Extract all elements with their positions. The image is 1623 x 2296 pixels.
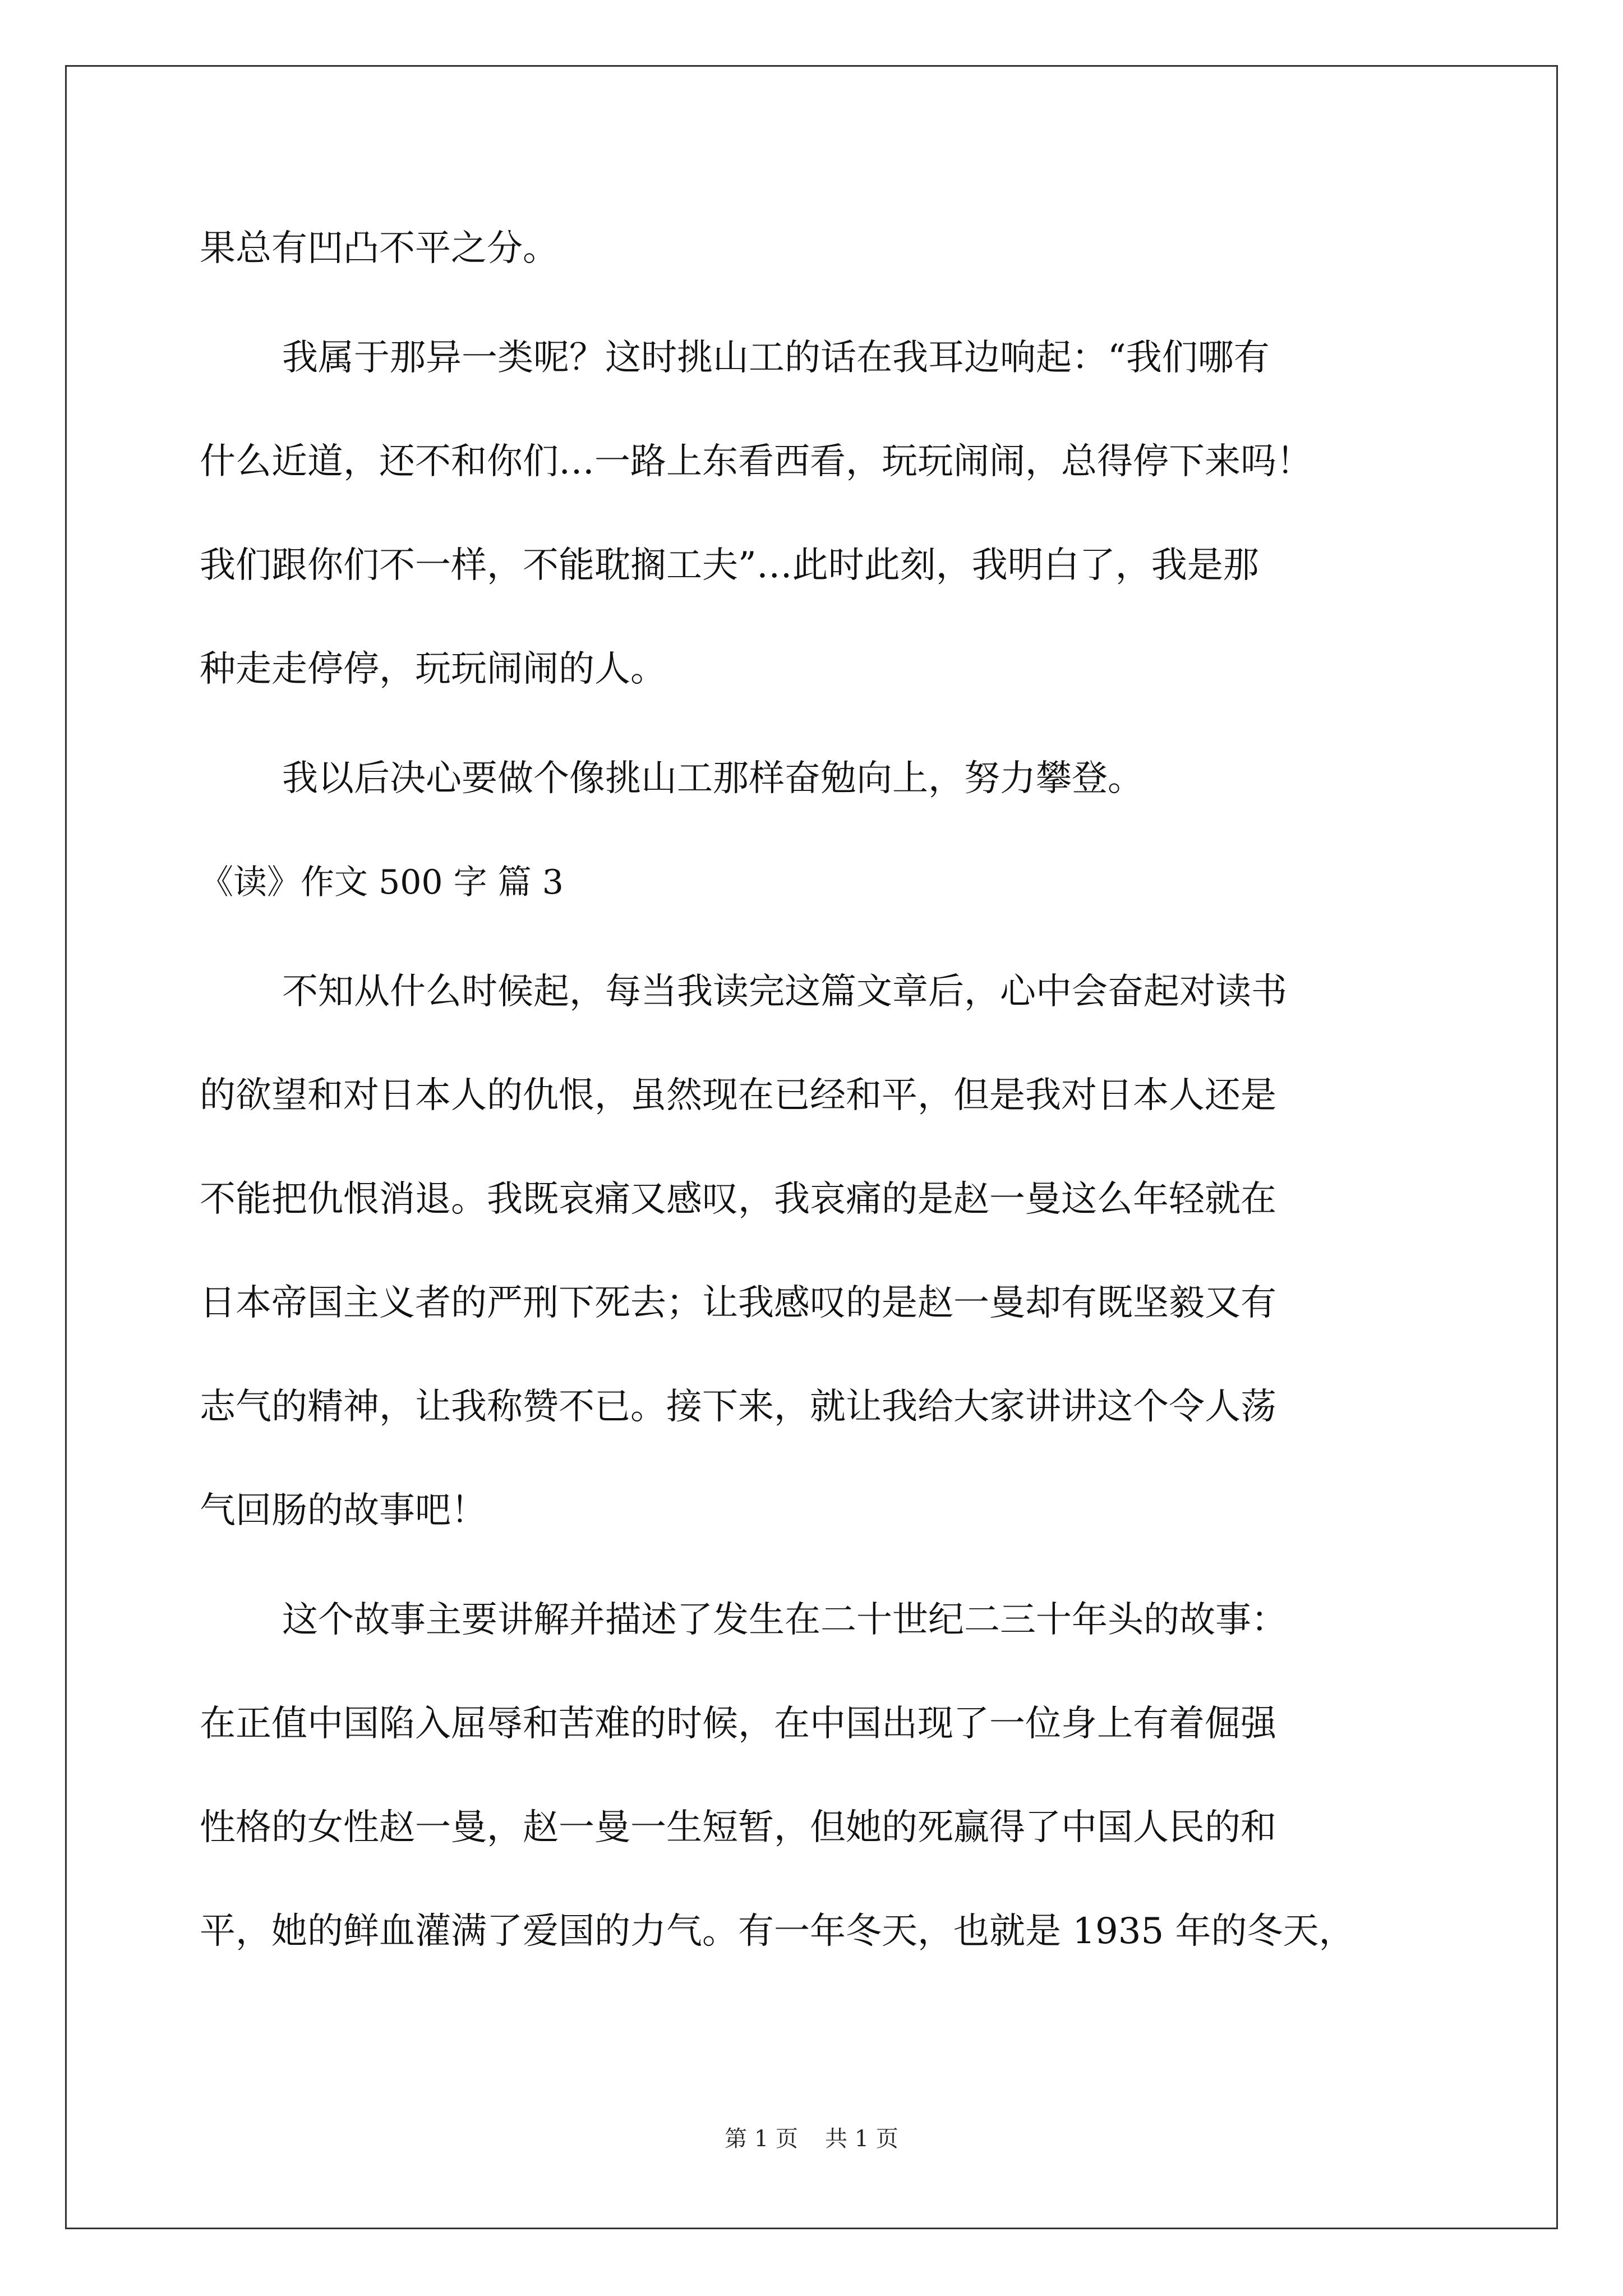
text-line-9: 的欲望和对日本人的仇恨，虽然现在已经和平，但是我对日本人还是 — [200, 1075, 1276, 1116]
text-line-10: 不能把仇恨消退。我既哀痛又感叹，我哀痛的是赵一曼这么年轻就在 — [200, 1179, 1276, 1220]
text-line-15: 在正值中国陷入屈辱和苦难的时候，在中国出现了一位身上有着倔强 — [200, 1703, 1276, 1745]
footer-page-number: 第 1 页 — [725, 2126, 798, 2152]
text-line-14: 这个故事主要讲解并描述了发生在二十世纪二三十年头的故事： — [282, 1599, 1287, 1641]
page-border — [65, 65, 1558, 2229]
text-line-13: 气回肠的故事吧！ — [200, 1490, 487, 1531]
text-line-1: 果总有凹凸不平之分。 — [200, 228, 559, 269]
text-line-2: 我属于那异一类呢？这时挑山工的话在我耳边响起：“我们哪有 — [282, 337, 1270, 379]
page-footer — [0, 2124, 1623, 2154]
text-line-11: 日本帝国主义者的严刑下死去；让我感叹的是赵一曼却有既坚毅又有 — [200, 1282, 1276, 1324]
text-line-3: 什么近道，还不和你们…一路上东看西看，玩玩闹闹，总得停下来吗！ — [200, 441, 1312, 482]
text-line-5: 种走走停停，玩玩闹闹的人。 — [200, 648, 666, 690]
text-line-4: 我们跟你们不一样，不能耽搁工夫”…此时此刻，我明白了，我是那 — [200, 545, 1259, 586]
text-line-8: 不知从什么时候起，每当我读完这篇文章后，心中会奋起对读书 — [282, 971, 1287, 1013]
text-line-16: 性格的女性赵一曼，赵一曼一生短暂，但她的死赢得了中国人民的和 — [200, 1807, 1276, 1848]
text-line-12: 志气的精神，让我称赞不已。接下来，就让我给大家讲讲这个令人荡 — [200, 1386, 1276, 1428]
section-heading: 《读》作文 500 字 篇 3 — [200, 863, 564, 902]
text-line-6: 我以后决心要做个像挑山工那样奋勉向上，努力攀登。 — [282, 758, 1144, 799]
footer-total-pages: 共 1 页 — [825, 2126, 898, 2152]
text-line-17: 平，她的鲜血灌满了爱国的力气。有一年冬天，也就是 1935 年的冬天， — [200, 1911, 1355, 1952]
